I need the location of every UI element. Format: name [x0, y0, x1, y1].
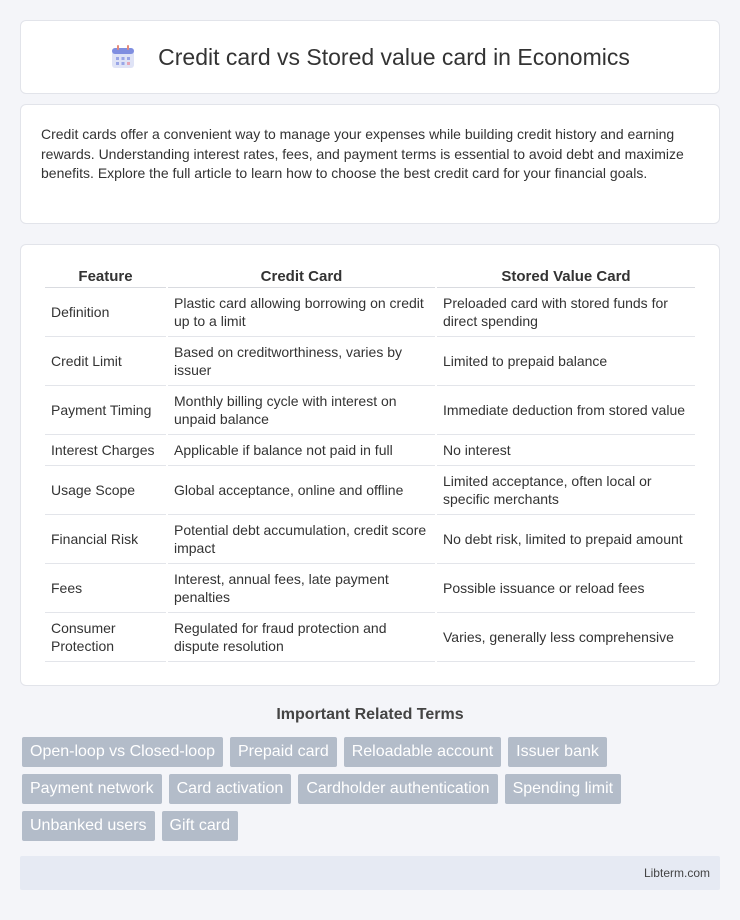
footer-brand-link[interactable]: Libterm.com	[643, 866, 710, 880]
tag-gift-card[interactable]: Gift card	[162, 811, 238, 841]
cell-credit-card: Interest, annual fees, late payment penalties	[168, 564, 435, 613]
cell-feature: Usage Scope	[45, 466, 166, 515]
intro-card	[20, 104, 720, 224]
table-row	[45, 515, 695, 564]
cell-feature: Consumer Protection	[45, 613, 166, 662]
cell-feature: Credit Limit	[45, 337, 166, 386]
cell-stored-value: Possible issuance or reload fees	[437, 564, 695, 613]
calendar-icon	[110, 44, 136, 70]
tag-reloadable-account[interactable]: Reloadable account	[344, 737, 501, 767]
cell-credit-card: Plastic card allowing borrowing on credit up to a limit	[168, 288, 435, 337]
table-row	[45, 466, 695, 515]
cell-stored-value: Limited acceptance, often local or specific merchants	[437, 466, 695, 515]
comparison-table	[43, 265, 697, 662]
cell-credit-card: Potential debt accumulation, credit score impact	[168, 515, 435, 564]
cell-feature: Payment Timing	[45, 386, 166, 435]
cell-stored-value: No debt risk, limited to prepaid amount	[437, 515, 695, 564]
header-card	[20, 20, 720, 94]
tag-open-loop-vs-closed-loop[interactable]: Open-loop vs Closed-loop	[22, 737, 223, 767]
tag-issuer-bank[interactable]: Issuer bank	[508, 737, 607, 767]
cell-stored-value: Limited to prepaid balance	[437, 337, 695, 386]
page-title: Credit card vs Stored value card in Economics	[158, 43, 630, 70]
related-tags	[22, 737, 722, 848]
cell-stored-value: Varies, generally less comprehensive	[437, 613, 695, 662]
table-row	[45, 337, 695, 386]
table-row	[45, 386, 695, 435]
tag-payment-network[interactable]: Payment network	[22, 774, 162, 804]
cell-credit-card: Global acceptance, online and offline	[168, 466, 435, 515]
cell-feature: Definition	[45, 288, 166, 337]
footer	[20, 856, 720, 890]
comparison-table-card	[20, 244, 720, 686]
cell-credit-card: Regulated for fraud protection and dispute resolution	[168, 613, 435, 662]
cell-stored-value: Preloaded card with stored funds for direct spending	[437, 288, 695, 337]
table-row	[45, 435, 695, 466]
tag-card-activation[interactable]: Card activation	[169, 774, 292, 804]
table-row	[45, 613, 695, 662]
cell-feature: Fees	[45, 564, 166, 613]
header-credit-card: Credit Card	[168, 265, 435, 288]
title-wrap	[110, 44, 630, 71]
header-stored-value-card: Stored Value Card	[437, 265, 695, 288]
header-feature: Feature	[45, 265, 166, 288]
cell-stored-value: Immediate deduction from stored value	[437, 386, 695, 435]
cell-credit-card: Applicable if balance not paid in full	[168, 435, 435, 466]
tag-unbanked-users[interactable]: Unbanked users	[22, 811, 155, 841]
cell-credit-card: Based on creditworthiness, varies by issuer	[168, 337, 435, 386]
table-header-row	[45, 265, 695, 288]
tag-cardholder-authentication[interactable]: Cardholder authentication	[298, 774, 497, 804]
cell-stored-value: No interest	[437, 435, 695, 466]
related-terms-title: Important Related Terms	[276, 706, 464, 723]
cell-feature: Interest Charges	[45, 435, 166, 466]
cell-credit-card: Monthly billing cycle with interest on unpaid balance	[168, 386, 435, 435]
tag-spending-limit[interactable]: Spending limit	[505, 774, 622, 804]
intro-text: Credit cards offer a convenient way to manage your expenses while building credit history and earning rewards. Understanding interest rates, fees, and payment terms is essential to avoid debt and maximize benefits. Explore the full article to learn how to choose the best credit card for your financial goals.	[41, 126, 684, 181]
table-row	[45, 564, 695, 613]
tag-prepaid-card[interactable]: Prepaid card	[230, 737, 337, 767]
cell-feature: Financial Risk	[45, 515, 166, 564]
table-row	[45, 288, 695, 337]
